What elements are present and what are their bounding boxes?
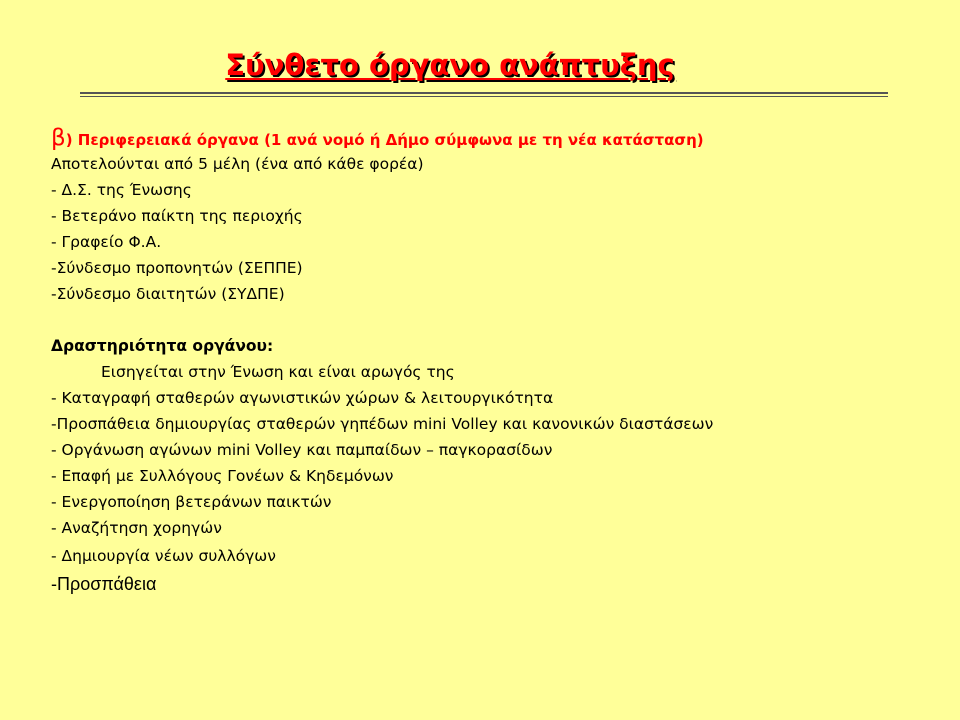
- member-item: - Γραφείο Φ.Α.: [51, 233, 162, 251]
- title-divider-thin: [80, 96, 888, 97]
- activity-item: - Ενεργοποίηση βετεράνων παικτών: [51, 493, 332, 511]
- activity-heading: Δραστηριότητα οργάνου:: [51, 337, 274, 355]
- last-line: -Προσπάθεια: [51, 574, 157, 594]
- spacer: [51, 307, 931, 333]
- subheading-letter: β: [51, 125, 66, 151]
- member-item: - Βετεράνο παίκτη της περιοχής: [51, 207, 303, 225]
- subheading: [51, 125, 931, 151]
- activity-item: -Προσπάθεια δημιουργίας σταθερών γηπέδων mini Volley και κανονικών διαστάσεων: [51, 415, 714, 433]
- activity-item: - Επαφή με Συλλόγους Γονέων & Κηδεμόνων: [51, 467, 394, 485]
- members-intro: Αποτελούνται από 5 μέλη (ένα από κάθε φορέα): [51, 155, 424, 173]
- member-item: - Δ.Σ. της Ένωσης: [51, 181, 192, 199]
- slide-body: [51, 125, 931, 599]
- activity-item: - Δημιουργία νέων συλλόγων: [51, 547, 276, 565]
- subheading-text: ) Περιφερειακά όργανα (1 ανά νομό ή Δήμο σύμφωνα με τη νέα κατάσταση): [65, 131, 704, 149]
- activity-item: - Οργάνωση αγώνων mini Volley και παμπαίδων – παγκορασίδων: [51, 441, 553, 459]
- member-item: -Σύνδεσμο προπονητών (ΣΕΠΠΕ): [51, 259, 303, 277]
- slide-title: Σύνθετο όργανο ανάπτυξης: [225, 48, 675, 82]
- activity-item: - Καταγραφή σταθερών αγωνιστικών χώρων & λειτουργικότητα: [51, 389, 554, 407]
- activity-item: - Αναζήτηση χορηγών: [51, 519, 222, 537]
- activity-intro: Εισηγείται στην Ένωση και είναι αρωγός της: [101, 363, 455, 381]
- title-divider: [80, 92, 888, 94]
- member-item: -Σύνδεσμο διαιτητών (ΣΥΔΠΕ): [51, 285, 285, 303]
